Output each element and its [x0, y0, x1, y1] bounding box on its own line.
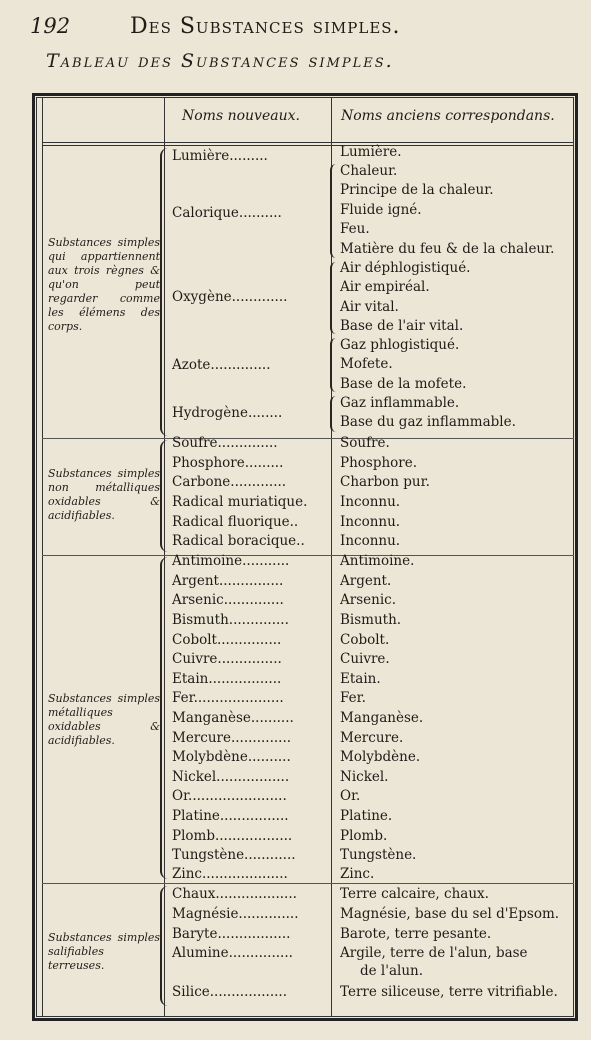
new-name: Radical boracique..: [172, 533, 305, 549]
new-name: Chaux...................: [172, 886, 297, 902]
old-name: Argent.: [340, 573, 392, 589]
new-name: Soufre..............: [172, 435, 278, 451]
running-head: [30, 14, 550, 42]
old-name: Gaz phlogistiqué.: [340, 337, 460, 353]
new-name: Tungstène............: [172, 847, 296, 863]
new-name: Manganèse..........: [172, 710, 294, 726]
old-name: Fluide igné.: [340, 202, 422, 218]
header-rule: [42, 142, 574, 143]
name-brace: [330, 164, 340, 258]
new-name: Mercure..............: [172, 730, 292, 746]
new-name: Cobolt...............: [172, 632, 282, 648]
name-brace: [330, 262, 340, 334]
new-name: Zinc....................: [172, 866, 288, 882]
header-old-names: Noms anciens correspondans.: [341, 108, 555, 124]
category-label: Substances simples non métalliques oxidables & acidifiables.: [48, 467, 160, 522]
new-name: Bismuth..............: [172, 612, 289, 628]
new-name: Molybdène..........: [172, 749, 291, 765]
section-divider: [42, 883, 574, 884]
old-name: Manganèse.: [340, 710, 424, 726]
section-divider: [42, 438, 574, 439]
new-name: Radical fluorique..: [172, 514, 299, 530]
running-title: Des Substances simples.: [130, 14, 401, 39]
old-name: Lumière.: [340, 144, 402, 160]
old-name: Molybdène.: [340, 749, 421, 765]
new-name: Alumine...............: [172, 945, 293, 961]
old-name: Terre calcaire, chaux.: [340, 886, 489, 902]
new-name: Carbone.............: [172, 474, 287, 490]
section-brace: [160, 148, 171, 436]
category-label: Substances simples salifiables terreuses.: [48, 931, 160, 972]
new-name: Silice..................: [172, 984, 287, 1000]
old-name: Etain.: [340, 671, 381, 687]
new-name: Hydrogène........: [172, 405, 283, 421]
name-brace: [330, 338, 340, 392]
new-name: Phosphore.........: [172, 455, 284, 471]
table-title: Tableau des Substances simples.: [46, 50, 394, 72]
new-name: Arsenic..............: [172, 592, 284, 608]
header-rule-double: [42, 145, 574, 146]
new-name: Radical muriatique.: [172, 494, 308, 510]
old-name: Plomb.: [340, 828, 388, 844]
name-brace: [330, 396, 340, 432]
old-name: Tungstène.: [340, 847, 417, 863]
new-name: Etain.................: [172, 671, 282, 687]
old-name: Feu.: [340, 221, 370, 237]
old-name: Cobolt.: [340, 632, 390, 648]
new-name: Calorique..........: [172, 205, 282, 221]
section-brace: [160, 886, 171, 1006]
old-name: Air déphlogistiqué.: [340, 260, 471, 276]
header-new-names: Noms nouveaux.: [182, 108, 300, 124]
new-name: Azote..............: [172, 357, 271, 373]
new-name: Antimoine...........: [172, 553, 290, 569]
table-inner-frame: [36, 97, 574, 1017]
old-name: Base du gaz inflammable.: [340, 414, 516, 430]
category-label: Substances simples qui appartiennent aux trois règnes & qu'on peut regarder comme les élémens des corps.: [48, 236, 160, 333]
new-name: Oxygène.............: [172, 289, 288, 305]
old-name: Argile, terre de l'alun, base: [340, 945, 528, 961]
new-name: Lumière.........: [172, 148, 268, 164]
old-name: Inconnu.: [340, 494, 401, 510]
old-name: de l'alun.: [360, 963, 423, 979]
category-label: Substances simples métalliques oxidables & acidifiables.: [48, 692, 160, 747]
old-name: Bismuth.: [340, 612, 402, 628]
new-name: Plomb..................: [172, 828, 293, 844]
old-name: Gaz inflammable.: [340, 395, 460, 411]
old-name: Mercure.: [340, 730, 404, 746]
old-name: Cuivre.: [340, 651, 390, 667]
old-name: Inconnu.: [340, 514, 401, 530]
old-name: Base de l'air vital.: [340, 318, 464, 334]
old-name: Charbon pur.: [340, 474, 430, 490]
new-name: Nickel.................: [172, 769, 290, 785]
new-name: Argent...............: [172, 573, 284, 589]
section-divider: [42, 555, 574, 556]
new-name: Platine................: [172, 808, 289, 824]
old-name: Fer.: [340, 690, 366, 706]
old-name: Matière du feu & de la chaleur.: [340, 241, 555, 257]
old-name: Phosphore.: [340, 455, 418, 471]
new-name: Baryte.................: [172, 926, 291, 942]
section-brace: [160, 440, 171, 552]
new-name: Fer.....................: [172, 690, 284, 706]
old-name: Air empiréal.: [340, 279, 430, 295]
old-name: Barote, terre pesante.: [340, 926, 492, 942]
old-name: Magnésie, base du sel d'Epsom.: [340, 906, 560, 922]
old-name: Antimoine.: [340, 553, 415, 569]
page-number: 192: [30, 14, 71, 38]
old-name: Terre siliceuse, terre vitrifiable.: [340, 984, 558, 1000]
old-name: Zinc.: [340, 866, 375, 882]
old-name: Platine.: [340, 808, 393, 824]
new-name: Or.......................: [172, 788, 287, 804]
old-name: Principe de la chaleur.: [340, 182, 494, 198]
old-name: Chaleur.: [340, 163, 398, 179]
new-name: Magnésie..............: [172, 906, 299, 922]
old-name: Or.: [340, 788, 361, 804]
section-brace: [160, 557, 171, 879]
old-name: Soufre.: [340, 435, 390, 451]
old-name: Inconnu.: [340, 533, 401, 549]
old-name: Base de la mofete.: [340, 376, 467, 392]
old-name: Arsenic.: [340, 592, 396, 608]
old-name: Mofete.: [340, 356, 393, 372]
new-name: Cuivre...............: [172, 651, 282, 667]
old-name: Air vital.: [340, 299, 399, 315]
old-name: Nickel.: [340, 769, 389, 785]
left-column-rule: [42, 97, 43, 1017]
